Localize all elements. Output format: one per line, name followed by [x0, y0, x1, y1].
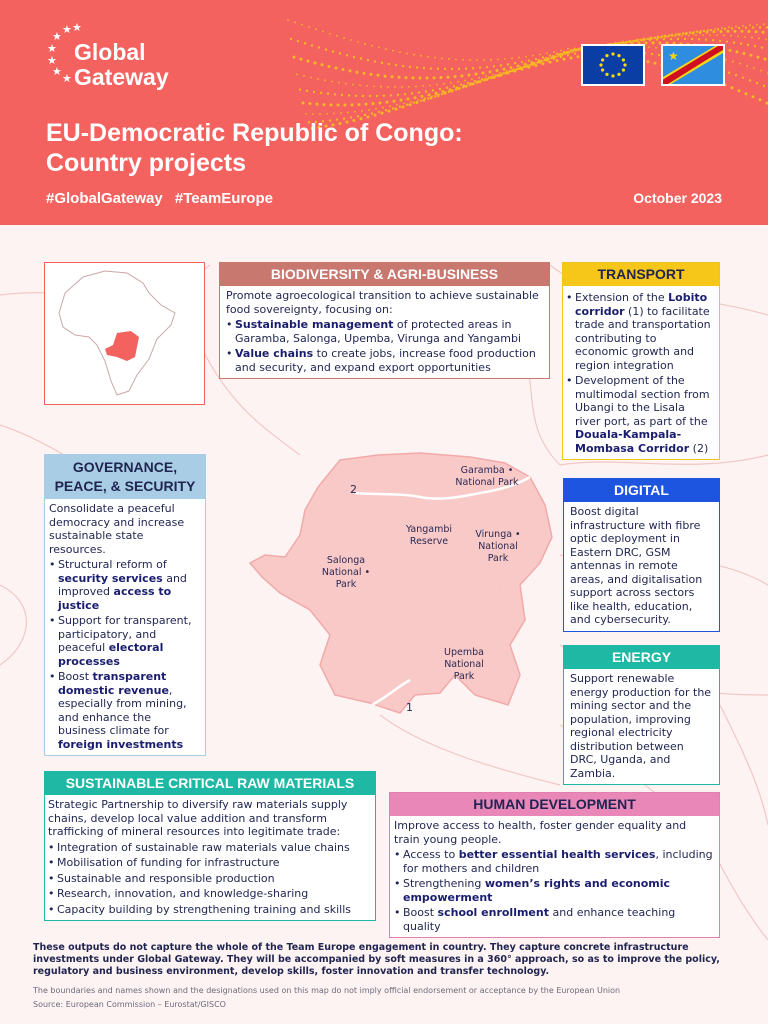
digital-box	[563, 478, 720, 632]
human-development-box	[389, 792, 720, 938]
logo-line-1: Global	[74, 39, 146, 65]
svg-text:★: ★	[52, 30, 62, 43]
digital-title: DIGITAL	[564, 479, 719, 502]
digital-text: Boost digital infrastructure with fibre optic deployment in Eastern DRC, GSM antennas in remote areas, and digitalisation support across sectors like health, education, and cybersecurity.	[570, 505, 703, 626]
transport-title: TRANSPORT	[563, 263, 719, 286]
footer-disclaimer: The boundaries and names shown and the designations used on this map do not imply official endorsement or acceptance by the European Union	[33, 986, 621, 995]
governance-intro: Consolidate a peaceful democracy and increase sustainable state resources.	[49, 502, 185, 556]
map-label-route-2: 2	[350, 483, 357, 496]
africa-locator-map	[44, 262, 205, 405]
list-item: • Capacity building by strengthening training and skills	[48, 903, 369, 917]
governance-peace-security-box	[44, 454, 206, 756]
biodiversity-intro: Promote agroecological transition to achieve sustainable food sovereignty, focusing on:	[226, 289, 539, 316]
map-label-route-1: 1	[406, 701, 413, 714]
map-label-yangambi: Yangambi Reserve	[405, 524, 453, 547]
publication-date: October 2023	[633, 190, 722, 206]
title-line-1: EU-Democratic Republic of Congo:	[46, 119, 463, 147]
list-item: • Development of the multimodal section from Ubangi to the Lisala river port, as part of the Douala-Kampala-Mombasa Corridor (2)	[566, 374, 713, 455]
energy-title: ENERGY	[564, 646, 719, 669]
map-label-virunga: Virunga • National Park	[475, 529, 521, 564]
header-banner	[0, 0, 768, 225]
eu-flag-icon	[581, 44, 645, 86]
drc-flag-icon	[661, 44, 725, 86]
transport-box	[562, 262, 720, 460]
list-item: • Value chains to create jobs, increase food production and security, and expand export opportunities	[226, 347, 543, 374]
footer-note: These outputs do not capture the whole of the Team Europe engagement in country. They capture concrete infrastructure investments under Global Gateway. They will be accompanied by soft measures in a 360° approach, so as to improve the policy, regulatory and business environment, develop skills, foster innovation and transfer technology.	[33, 942, 720, 977]
list-item: • Extension of the Lobito corridor (1) to facilitate trade and transportation contributing to economic growth and region integration	[566, 291, 713, 372]
list-item: • Support for transparent, participatory, and peaceful electoral processes	[49, 614, 199, 668]
drc-country-shape	[250, 453, 552, 713]
svg-text:★: ★	[52, 65, 62, 78]
biodiversity-agribusiness-box	[219, 262, 550, 379]
critical-raw-materials-box	[44, 771, 376, 921]
drc-locator-shape	[105, 331, 139, 361]
raw-materials-title: SUSTAINABLE CRITICAL RAW MATERIALS	[45, 772, 375, 795]
footer-source: Source: European Commission – Eurostat/GISCO	[33, 1000, 226, 1009]
svg-text:★: ★	[72, 22, 82, 34]
logo-wordmark	[74, 40, 169, 90]
global-gateway-logo	[44, 22, 194, 92]
logo-line-2: Gateway	[74, 64, 169, 90]
list-item: • Boost transparent domestic revenue, especially from mining, and enhance the business climate for foreign investments	[49, 670, 199, 751]
list-item: • Integration of sustainable raw materials value chains	[48, 841, 369, 855]
svg-text:★: ★	[668, 49, 679, 63]
list-item: • Research, innovation, and knowledge-sharing	[48, 887, 369, 901]
biodiversity-title: BIODIVERSITY & AGRI-BUSINESS	[220, 263, 549, 286]
title-line-2: Country projects	[46, 149, 247, 177]
raw-materials-intro: Strategic Partnership to diversify raw materials supply chains, develop local value addition and transform trafficking of mineral resources into legitimate trade:	[48, 798, 348, 838]
list-item: • Sustainable and responsible production	[48, 872, 369, 886]
hashtags: #GlobalGateway #TeamEurope	[46, 190, 273, 207]
page-title	[46, 118, 463, 178]
map-label-salonga: Salonga National • Park	[321, 555, 371, 590]
human-development-title: HUMAN DEVELOPMENT	[390, 793, 719, 816]
svg-text:★: ★	[62, 23, 72, 36]
human-development-intro: Improve access to health, foster gender equality and train young people.	[394, 819, 687, 846]
list-item: • Strengthening women’s rights and economic empowerment	[394, 877, 713, 904]
svg-text:★: ★	[62, 72, 72, 85]
list-item: • Mobilisation of funding for infrastructure	[48, 856, 369, 870]
energy-box	[563, 645, 720, 785]
governance-title: GOVERNANCE, PEACE, & SECURITY	[45, 455, 205, 499]
list-item: • Sustainable management of protected areas in Garamba, Salonga, Upemba, Virunga and Yangambi	[226, 318, 543, 345]
map-label-garamba: Garamba • National Park	[455, 465, 519, 488]
svg-text:★: ★	[47, 42, 57, 55]
list-item: • Access to better essential health services, including for mothers and children	[394, 848, 713, 875]
svg-text:★: ★	[47, 54, 57, 67]
map-label-upemba: Upemba National Park	[444, 647, 484, 682]
list-item: • Structural reform of security services and improved access to justice	[49, 558, 199, 612]
list-item: • Boost school enrollment and enhance teaching quality	[394, 906, 713, 933]
energy-text: Support renewable energy production for the mining sector and the population, improving regional electricity distribution between DRC, Uganda, and Zambia.	[570, 672, 712, 780]
